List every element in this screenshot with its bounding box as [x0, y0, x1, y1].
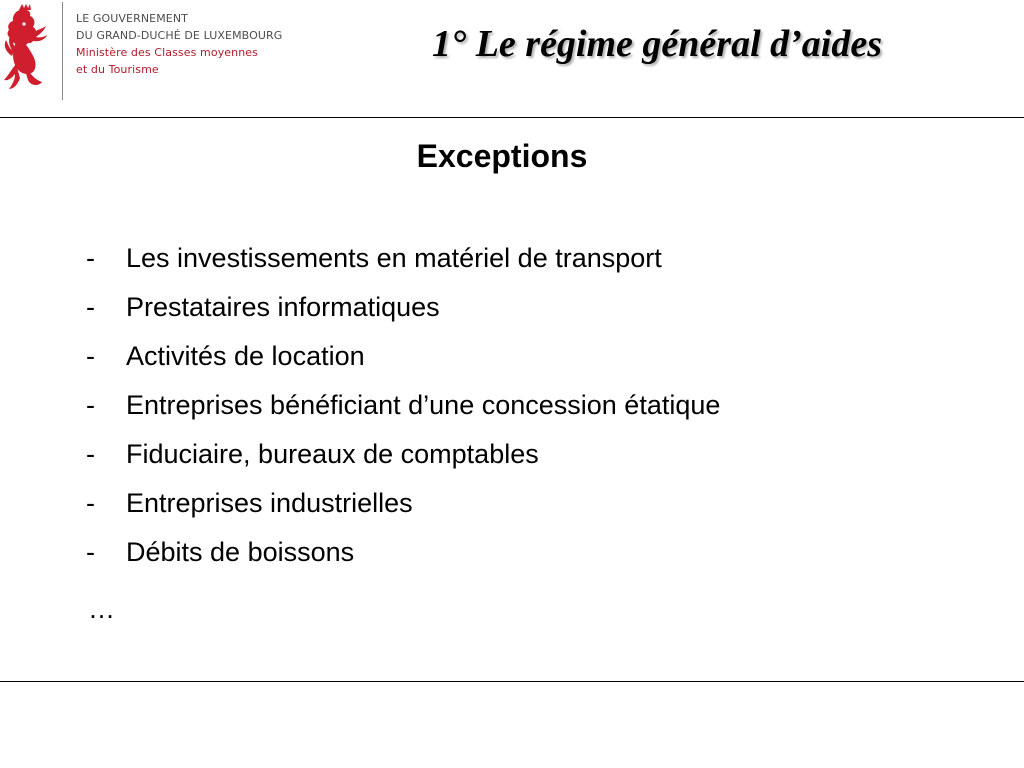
slide-title: 1° Le régime général d’aides	[432, 23, 882, 65]
list-item-text: Entreprises bénéficiant d’une concession étatique	[126, 390, 721, 420]
list-item	[86, 430, 720, 479]
ministry-line-1: Ministère des Classes moyennes	[76, 46, 259, 59]
gov-line-2: DU GRAND-DUCHÉ DE LUXEMBOURG	[76, 29, 283, 42]
bullet-dash: -	[86, 439, 95, 469]
list-item	[86, 332, 720, 381]
list-item-text: Activités de location	[126, 341, 365, 371]
ellipsis: …	[88, 594, 115, 624]
gov-line-1: LE GOUVERNEMENT	[76, 12, 188, 25]
list-item	[86, 381, 720, 430]
bullet-dash: -	[86, 243, 95, 273]
list-item	[86, 479, 720, 528]
section-subtitle: Exceptions	[416, 138, 588, 174]
list-item	[86, 283, 720, 332]
list-item	[86, 528, 720, 577]
list-item-text: Entreprises industrielles	[126, 488, 413, 518]
bullet-dash: -	[86, 537, 95, 567]
header-divider	[62, 2, 63, 100]
bullet-dash: -	[86, 292, 95, 322]
list-item-text: Les investissements en matériel de transport	[126, 243, 662, 273]
top-divider	[0, 117, 1024, 118]
bullet-dash: -	[86, 488, 95, 518]
ministry-line-2: et du Tourisme	[76, 63, 159, 76]
government-header	[76, 10, 282, 78]
list-item-text: Débits de boissons	[126, 537, 355, 567]
bullet-dash: -	[86, 341, 95, 371]
list-item-text: Fiduciaire, bureaux de comptables	[126, 439, 539, 469]
bottom-divider	[0, 681, 1024, 682]
lion-rampant-icon	[0, 4, 54, 94]
list-item	[86, 234, 720, 283]
exceptions-list	[86, 234, 720, 577]
bullet-dash: -	[86, 390, 95, 420]
list-item-text: Prestataires informatiques	[126, 292, 440, 322]
